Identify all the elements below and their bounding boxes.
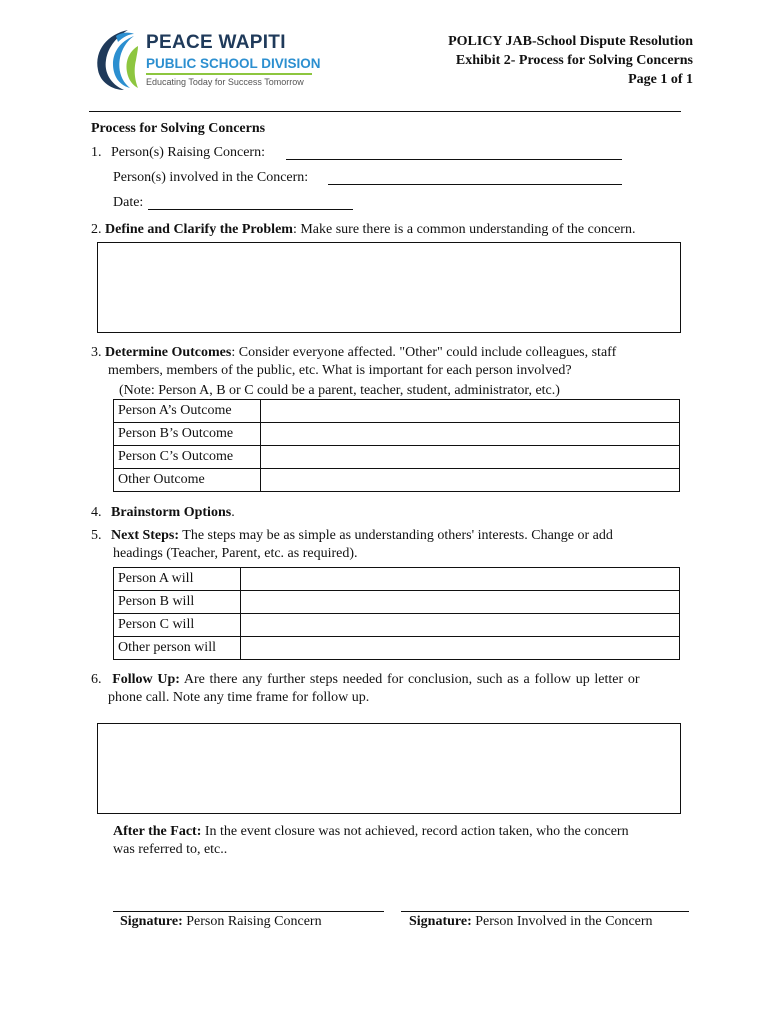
signature-label-involved xyxy=(409,914,653,930)
logo-name-line2: PUBLIC SCHOOL DIVISION xyxy=(146,56,321,71)
date-label: Date: xyxy=(113,195,144,210)
table-row xyxy=(114,469,680,492)
signature-role: Person Involved in the Concern xyxy=(471,914,653,929)
follow-up-text-box[interactable] xyxy=(97,723,681,814)
outcomes-table xyxy=(113,399,680,492)
exhibit-title: Exhibit 2- Process for Solving Concerns xyxy=(455,53,693,68)
table-row xyxy=(114,591,680,614)
item-5-line2: headings (Teacher, Parent, etc. as required). xyxy=(113,546,358,561)
signature-role: Person Raising Concern xyxy=(182,914,322,929)
signature-line-left[interactable] xyxy=(113,911,384,912)
table-row xyxy=(114,446,680,469)
swoosh-emblem-icon xyxy=(88,26,144,94)
item-4-text xyxy=(91,505,235,521)
logo-name-line1: PEACE WAPITI xyxy=(146,32,286,53)
item-3-description-1: : Consider everyone affected. "Other" could include colleagues, staff xyxy=(231,345,617,360)
signature-heading: Signature: xyxy=(409,914,472,929)
outcome-field[interactable] xyxy=(261,469,680,492)
outcome-label: Person A’s Outcome xyxy=(114,400,261,423)
step-label: Person C will xyxy=(114,614,241,637)
signature-heading: Signature: xyxy=(120,914,183,929)
item-number: 2. xyxy=(91,222,102,237)
step-field[interactable] xyxy=(241,591,680,614)
item-2-text xyxy=(91,222,635,238)
step-field[interactable] xyxy=(241,637,680,660)
policy-title: POLICY JAB-School Dispute Resolution xyxy=(448,34,693,49)
signature-label-raising xyxy=(120,914,322,930)
after-fact-line1 xyxy=(113,824,629,840)
page-number: Page 1 of 1 xyxy=(628,72,693,87)
involved-concern-field[interactable] xyxy=(328,170,622,185)
after-fact-line2: was referred to, etc.. xyxy=(113,842,228,857)
outcome-label: Other Outcome xyxy=(114,469,261,492)
raising-concern-field[interactable] xyxy=(286,145,622,160)
logo-tagline: Educating Today for Success Tomorrow xyxy=(146,77,304,87)
outcome-field[interactable] xyxy=(261,446,680,469)
item-number: 4. xyxy=(91,505,102,520)
item-6-line2: phone call. Note any time frame for follow up. xyxy=(108,690,370,705)
item-3-heading: Determine Outcomes xyxy=(105,345,232,360)
table-row xyxy=(114,568,680,591)
table-row xyxy=(114,400,680,423)
logo-divider xyxy=(146,73,312,75)
item-3-line1 xyxy=(91,345,616,361)
item-3-note: (Note: Person A, B or C could be a parent, teacher, student, administrator, etc.) xyxy=(119,383,560,398)
item-5-description-1: The steps may be as simple as understanding others' interests. Change or add xyxy=(179,528,613,543)
section-title: Process for Solving Concerns xyxy=(91,121,266,136)
item-6-heading: Follow Up: xyxy=(112,672,180,687)
item-number: 6. xyxy=(91,672,102,687)
involved-concern-label: Person(s) involved in the Concern: xyxy=(113,170,309,185)
step-field[interactable] xyxy=(241,614,680,637)
item-3-line2: members, members of the public, etc. What is important for each person involved? xyxy=(108,363,572,378)
raising-concern-label: Person(s) Raising Concern: xyxy=(111,145,265,160)
item-2-description: : Make sure there is a common understanding of the concern. xyxy=(292,222,636,237)
item-5-line1 xyxy=(91,528,613,544)
step-label: Person B will xyxy=(114,591,241,614)
step-field[interactable] xyxy=(241,568,680,591)
item-number: 1. xyxy=(91,145,102,160)
item-5-heading: Next Steps: xyxy=(111,528,180,543)
item-6-line1 xyxy=(91,672,640,688)
item-1-raising-row xyxy=(91,145,265,161)
item-6-description-1: Are there any further steps needed for conclusion, such as a follow up letter or xyxy=(179,672,640,687)
table-row xyxy=(114,423,680,446)
item-4-period: . xyxy=(231,505,235,520)
step-label: Person A will xyxy=(114,568,241,591)
after-fact-description-1: In the event closure was not achieved, record action taken, who the concern xyxy=(201,824,629,839)
table-row xyxy=(114,637,680,660)
step-label: Other person will xyxy=(114,637,241,660)
outcome-label: Person C’s Outcome xyxy=(114,446,261,469)
outcome-label: Person B’s Outcome xyxy=(114,423,261,446)
problem-text-box[interactable] xyxy=(97,242,681,333)
after-fact-heading: After the Fact: xyxy=(113,824,202,839)
signature-line-right[interactable] xyxy=(401,911,689,912)
next-steps-table xyxy=(113,567,680,660)
item-number: 3. xyxy=(91,345,102,360)
outcome-field[interactable] xyxy=(261,400,680,423)
item-4-heading: Brainstorm Options xyxy=(111,505,232,520)
item-2-heading: Define and Clarify the Problem xyxy=(105,222,293,237)
outcome-field[interactable] xyxy=(261,423,680,446)
item-number: 5. xyxy=(91,528,102,543)
header-rule xyxy=(89,111,681,112)
table-row xyxy=(114,614,680,637)
school-division-logo xyxy=(88,26,321,96)
date-field[interactable] xyxy=(148,195,353,210)
